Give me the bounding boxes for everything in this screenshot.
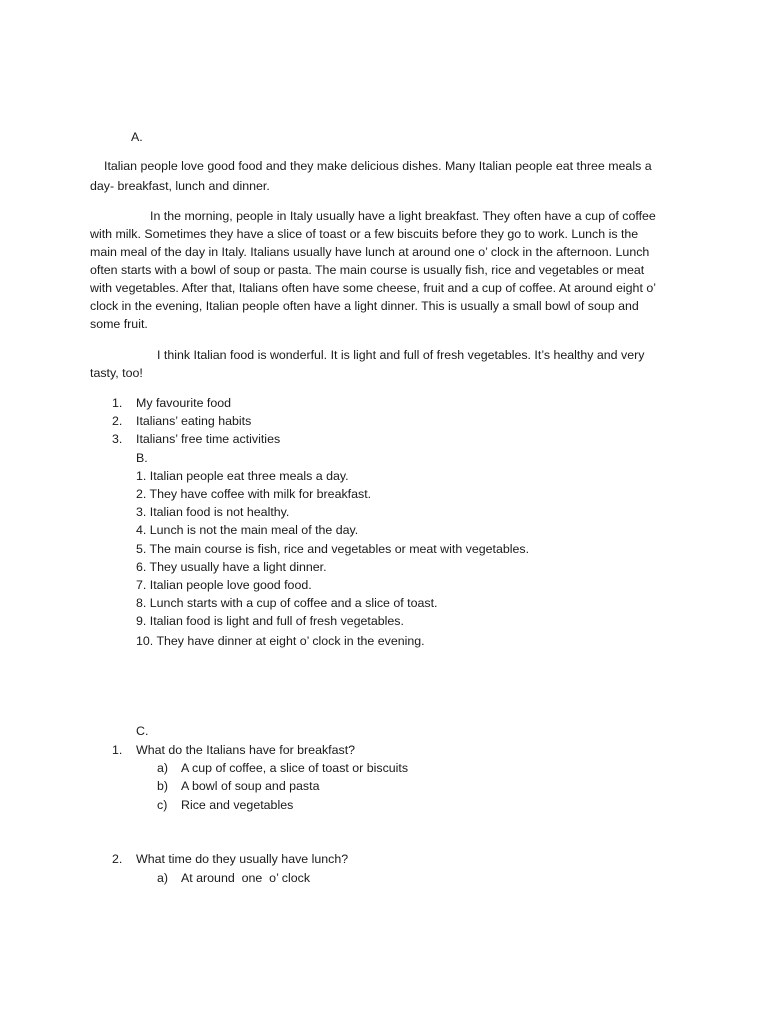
paragraph-3-line-2: tasty, too!: [90, 366, 143, 380]
paragraph-1-line-2: day- breakfast, lunch and dinner.: [90, 179, 270, 193]
question-number: 2.: [112, 852, 123, 866]
title-option-number: 1.: [112, 396, 123, 410]
option-text: A cup of coffee, a slice of toast or biscuits: [181, 761, 409, 775]
true-false-statement: 3. Italian food is not healthy.: [136, 505, 290, 519]
title-option-number: 3.: [112, 432, 123, 446]
paragraph-2-line: main meal of the day in Italy. Italians usually have lunch at around one o’ clock in the afternoon. Lunch: [90, 245, 650, 259]
option-text: A bowl of soup and pasta: [181, 779, 320, 793]
true-false-statement: 4. Lunch is not the main meal of the day.: [136, 523, 359, 537]
title-option-text: Italians’ free time activities: [136, 432, 281, 446]
option-letter: a): [157, 871, 169, 885]
true-false-statement: 5. The main course is fish, rice and vegetables or meat with vegetables.: [136, 542, 530, 556]
section-c-label: C.: [136, 724, 149, 738]
title-option-number: 2.: [112, 414, 123, 428]
title-option-text: My favourite food: [136, 396, 232, 410]
true-false-statement: 8. Lunch starts with a cup of coffee and a slice of toast.: [136, 596, 438, 610]
true-false-statement: 7. Italian people love good food.: [136, 578, 312, 592]
paragraph-2-line: In the morning, people in Italy usually have a light breakfast. They often have a cup of coffee: [150, 209, 656, 223]
paragraph-2-line: some fruit.: [90, 317, 148, 331]
paragraph-1-line-1: Italian people love good food and they make delicious dishes. Many Italian people eat three meals a: [104, 159, 652, 173]
true-false-statement: 10. They have dinner at eight o’ clock in the evening.: [136, 634, 425, 648]
paragraph-2-line: with vegetables. After that, Italians often have some cheese, fruit and a cup of coffee. At around eight o’: [90, 281, 656, 295]
true-false-statement: 2. They have coffee with milk for breakfast.: [136, 487, 372, 501]
title-option-text: Italians’ eating habits: [136, 414, 252, 428]
paragraph-2-line: often starts with a bowl of soup or pasta. The main course is usually fish, rice and vegetables or meat: [90, 263, 645, 277]
option-letter: a): [157, 761, 169, 775]
true-false-statement: 6. They usually have a light dinner.: [136, 560, 327, 574]
true-false-statement: 9. Italian food is light and full of fresh vegetables.: [136, 614, 404, 628]
paragraph-2-line: with milk. Sometimes they have a slice of toast or a few biscuits before they go to work. Lunch is the: [90, 227, 639, 241]
option-letter: b): [157, 779, 169, 793]
question-text: What time do they usually have lunch?: [136, 852, 349, 866]
question-number: 1.: [112, 743, 123, 757]
option-text: At around one o’ clock: [181, 871, 311, 885]
section-a-label: A.: [131, 130, 143, 144]
paragraph-3-line-1: I think Italian food is wonderful. It is light and full of fresh vegetables. It’s healthy and very: [157, 348, 645, 362]
option-text: Rice and vegetables: [181, 798, 294, 812]
section-b-label: B.: [136, 451, 148, 465]
option-letter: c): [157, 798, 168, 812]
question-text: What do the Italians have for breakfast?: [136, 743, 356, 757]
true-false-statement: 1. Italian people eat three meals a day.: [136, 469, 349, 483]
paragraph-2-line: clock in the evening, Italian people often have a light dinner. This is usually a small bowl of soup and: [90, 299, 639, 313]
